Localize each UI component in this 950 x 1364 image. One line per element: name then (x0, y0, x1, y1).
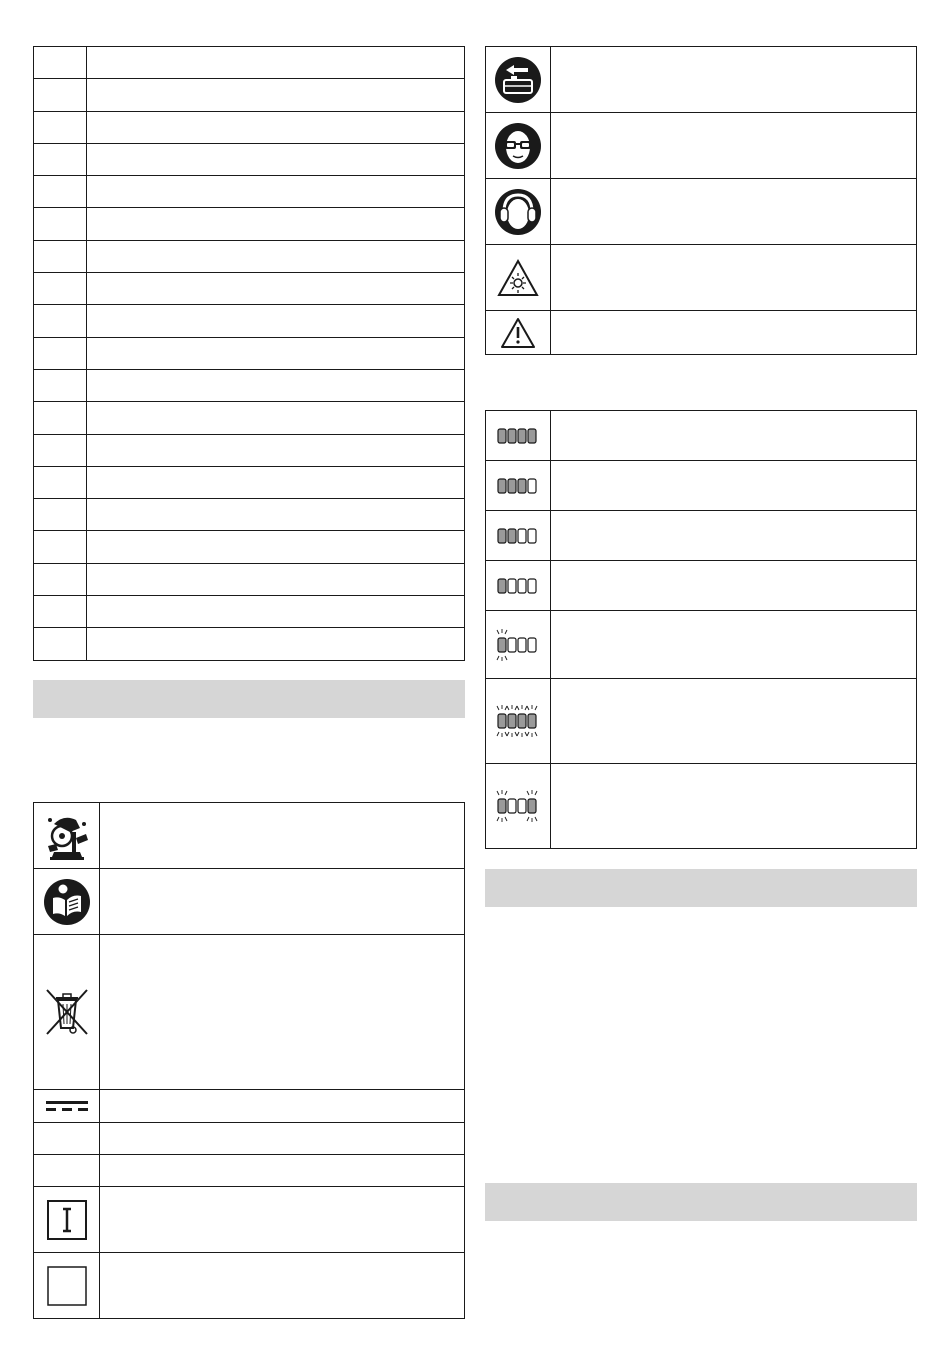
symbol-icon-cell (34, 869, 100, 935)
symbol-row (486, 47, 917, 113)
parts-row (34, 596, 465, 628)
blink-ray (507, 706, 509, 710)
direct-current-icon (45, 1099, 89, 1113)
blink-ray (497, 791, 499, 795)
parts-number-cell (34, 466, 87, 498)
class-iii-icon (46, 1199, 88, 1241)
battery-outer-bars-blinking-icon (495, 786, 541, 826)
battery-row (486, 411, 917, 461)
battery-cell (518, 529, 526, 543)
blink-ray (505, 706, 507, 710)
battery-icon-cell (486, 411, 551, 461)
blink-ray (527, 706, 529, 710)
symbol-description (551, 179, 917, 245)
blink-ray (497, 706, 499, 710)
battery-1-bar-blinking-icon (495, 625, 541, 665)
battery-cell (528, 529, 536, 543)
parts-number-cell (34, 273, 87, 305)
read-manual-icon (43, 878, 91, 926)
battery-cell (508, 799, 516, 813)
blink-ray (525, 706, 527, 710)
battery-all-bars-blinking-icon (495, 701, 541, 741)
battery-cell (528, 638, 536, 652)
parts-row (34, 337, 465, 369)
battery-cell (518, 579, 526, 593)
parts-row (34, 499, 465, 531)
battery-description (551, 611, 917, 679)
parts-row (34, 531, 465, 563)
symbol-description (100, 1123, 465, 1155)
battery-cell (498, 429, 506, 443)
symbol-row (34, 869, 465, 935)
symbol-description (551, 245, 917, 311)
symbol-row (486, 179, 917, 245)
symbol-description (100, 1090, 465, 1123)
symbol-description (551, 47, 917, 113)
symbol-description (100, 1253, 465, 1319)
battery-cell (518, 479, 526, 493)
symbol-description (551, 311, 917, 355)
battery-cell (508, 714, 516, 728)
blink-ray (497, 817, 499, 821)
symbol-row (486, 311, 917, 355)
symbol-icon-cell (34, 1253, 100, 1319)
parts-number-cell (34, 402, 87, 434)
parts-number-cell (34, 337, 87, 369)
parts-description-cell (87, 143, 465, 175)
battery-cell (528, 579, 536, 593)
parts-description-cell (87, 531, 465, 563)
battery-cell (508, 429, 516, 443)
battery-icon-cell (486, 679, 551, 764)
symbol-icon-cell (34, 1155, 100, 1187)
battery-icon-cell (486, 611, 551, 679)
battery-description (551, 679, 917, 764)
symbol-row (34, 1123, 465, 1155)
symbol-description (100, 1187, 465, 1253)
battery-cell (498, 638, 506, 652)
parts-row (34, 208, 465, 240)
blink-ray (497, 732, 499, 736)
symbol-icon-cell (34, 1123, 100, 1155)
symbol-icon-cell (486, 245, 551, 311)
parts-row (34, 305, 465, 337)
battery-cell (528, 714, 536, 728)
battery-cell (498, 799, 506, 813)
battery-cell (508, 638, 516, 652)
parts-table (33, 46, 465, 661)
symbol-description (100, 803, 465, 869)
parts-row (34, 79, 465, 111)
blink-ray (505, 817, 507, 821)
battery-cell (518, 429, 526, 443)
parts-row (34, 369, 465, 401)
symbol-row (34, 803, 465, 869)
parts-number-cell (34, 240, 87, 272)
parts-description-cell (87, 434, 465, 466)
parts-row (34, 111, 465, 143)
parts-description-cell (87, 305, 465, 337)
parts-description-cell (87, 563, 465, 595)
symbol-icon-cell (486, 47, 551, 113)
parts-description-cell (87, 466, 465, 498)
battery-row (486, 679, 917, 764)
symbol-row (34, 935, 465, 1090)
blink-ray (527, 732, 529, 736)
symbol-icon-cell (486, 311, 551, 355)
battery-cell (518, 714, 526, 728)
battery-cell (498, 579, 506, 593)
symbol-row (34, 1253, 465, 1319)
battery-cell (498, 529, 506, 543)
blink-ray (497, 656, 499, 660)
parts-description-cell (87, 499, 465, 531)
parts-description-cell (87, 111, 465, 143)
battery-description (551, 511, 917, 561)
parts-row (34, 563, 465, 595)
battery-4-bars-icon (495, 416, 541, 456)
battery-cell (498, 479, 506, 493)
crossed-out-bin-icon (43, 986, 91, 1038)
parts-row (34, 402, 465, 434)
blink-ray (505, 732, 507, 736)
blink-ray (497, 630, 499, 634)
parts-number-cell (34, 369, 87, 401)
symbol-row (34, 1187, 465, 1253)
battery-1-bar-icon (495, 566, 541, 606)
symbol-icon-cell (34, 1090, 100, 1123)
parts-description-cell (87, 273, 465, 305)
blink-ray (515, 732, 517, 736)
symbol-description (100, 1155, 465, 1187)
battery-description (551, 561, 917, 611)
parts-description-cell (87, 337, 465, 369)
blink-ray (535, 817, 537, 821)
blink-ray (517, 706, 519, 710)
parts-number-cell (34, 111, 87, 143)
battery-description (551, 411, 917, 461)
battery-cell (508, 529, 516, 543)
battery-cell (528, 799, 536, 813)
battery-row (486, 461, 917, 511)
mitre-saw-icon (44, 810, 90, 862)
battery-2-bars-icon (495, 516, 541, 556)
parts-row (34, 240, 465, 272)
symbol-row (486, 245, 917, 311)
section-band-right-2 (485, 1183, 917, 1221)
symbol-description (551, 113, 917, 179)
parts-number-cell (34, 208, 87, 240)
battery-row (486, 611, 917, 679)
parts-description-cell (87, 369, 465, 401)
parts-number-cell (34, 434, 87, 466)
parts-description-cell (87, 240, 465, 272)
blink-ray (527, 791, 529, 795)
parts-number-cell (34, 531, 87, 563)
blink-ray (525, 732, 527, 736)
symbol-icon-cell (34, 1187, 100, 1253)
battery-cell (518, 799, 526, 813)
battery-cell (528, 429, 536, 443)
remove-battery-icon (494, 56, 542, 104)
blink-ray (507, 732, 509, 736)
parts-description-cell (87, 47, 465, 79)
parts-number-cell (34, 176, 87, 208)
battery-icon-cell (486, 764, 551, 849)
symbols-table-left (33, 802, 465, 1319)
blink-ray (505, 791, 507, 795)
parts-number-cell (34, 143, 87, 175)
section-band-right-1 (485, 869, 917, 907)
led-light-warning-icon (496, 258, 540, 298)
parts-number-cell (34, 79, 87, 111)
symbol-icon-cell (34, 803, 100, 869)
battery-description (551, 461, 917, 511)
parts-number-cell (34, 499, 87, 531)
parts-row (34, 466, 465, 498)
symbols-table-right (485, 46, 917, 355)
battery-3-bars-icon (495, 466, 541, 506)
battery-description (551, 764, 917, 849)
parts-row (34, 47, 465, 79)
eye-protection-icon (494, 122, 542, 170)
symbol-icon-cell (486, 113, 551, 179)
symbol-description (100, 935, 465, 1090)
parts-description-cell (87, 79, 465, 111)
battery-cell (528, 479, 536, 493)
battery-icon-cell (486, 461, 551, 511)
parts-description-cell (87, 628, 465, 660)
battery-row (486, 561, 917, 611)
parts-description-cell (87, 208, 465, 240)
battery-cell (498, 714, 506, 728)
symbol-row (34, 1090, 465, 1123)
parts-number-cell (34, 563, 87, 595)
battery-cell (508, 479, 516, 493)
blink-ray (527, 817, 529, 821)
parts-row (34, 176, 465, 208)
ear-protection-icon (494, 188, 542, 236)
blink-ray (515, 706, 517, 710)
symbol-row (34, 1155, 465, 1187)
parts-description-cell (87, 596, 465, 628)
battery-cell (508, 579, 516, 593)
symbol-icon-cell (486, 179, 551, 245)
parts-number-cell (34, 47, 87, 79)
parts-row (34, 434, 465, 466)
symbol-row (486, 113, 917, 179)
blink-ray (535, 732, 537, 736)
section-band-left (33, 680, 465, 718)
blink-ray (505, 630, 507, 634)
symbol-description (100, 869, 465, 935)
warning-icon (500, 317, 536, 349)
empty-square-icon (46, 1265, 88, 1307)
blink-ray (535, 791, 537, 795)
battery-row (486, 511, 917, 561)
symbol-icon-cell (34, 935, 100, 1090)
blink-ray (505, 656, 507, 660)
battery-row (486, 764, 917, 849)
battery-indicator-table (485, 410, 917, 849)
parts-row (34, 628, 465, 660)
parts-number-cell (34, 628, 87, 660)
parts-description-cell (87, 176, 465, 208)
blink-ray (535, 706, 537, 710)
parts-number-cell (34, 305, 87, 337)
blink-ray (517, 732, 519, 736)
battery-icon-cell (486, 561, 551, 611)
parts-row (34, 143, 465, 175)
parts-description-cell (87, 402, 465, 434)
battery-cell (518, 638, 526, 652)
battery-icon-cell (486, 511, 551, 561)
parts-row (34, 273, 465, 305)
parts-number-cell (34, 596, 87, 628)
